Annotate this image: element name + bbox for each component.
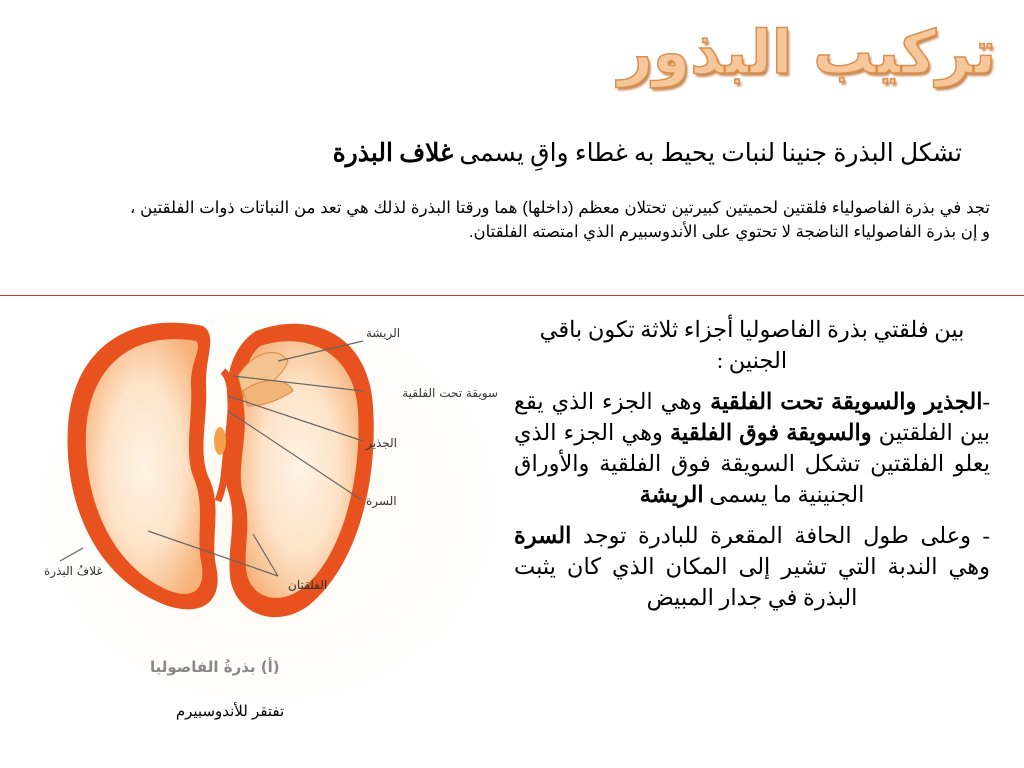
divider-line bbox=[0, 295, 1024, 296]
p2-bold-plumule: الريشة bbox=[639, 482, 704, 507]
paragraph-1: بين فلقتي بذرة الفاصوليا أجزاء ثلاثة تكون باقي الجنين : bbox=[539, 317, 965, 373]
p3-text-1: - وعلى طول الحافة المقعرة للبادرة توجد bbox=[571, 523, 990, 548]
p3-text-2: وهي الندبة التي تشير إلى المكان الذي كان يثبت البذرة في جدار المبيض bbox=[514, 554, 990, 610]
p2-text-2: وهي الجزء الذي يعلو الفلقتين تشكل السويقة فوق الفلقية والأوراق الجنينية ما يسمى bbox=[514, 420, 990, 507]
paragraph-3 bbox=[514, 520, 990, 613]
paragraph-2 bbox=[514, 386, 990, 510]
p2-text-1: وهي الجزء الذي يقع بين الفلقتين bbox=[514, 389, 990, 445]
radicle-tip bbox=[214, 427, 226, 455]
label-seed-coat: غلافُ البذرة bbox=[44, 564, 103, 578]
intro-line bbox=[162, 138, 962, 168]
bean-seed-figure bbox=[38, 306, 498, 701]
label-plumule: الريشة bbox=[366, 326, 401, 340]
right-column bbox=[514, 314, 990, 623]
p2-bold-epicotyl: والسويقة فوق الفلقية bbox=[669, 420, 872, 445]
intro-bold: غلاف البذرة bbox=[332, 140, 454, 167]
figure-caption: تفتقر للأندوسبيرم bbox=[175, 703, 285, 720]
p2-dash: - bbox=[982, 389, 990, 414]
slide-title: تركيب البذور bbox=[618, 18, 996, 88]
label-radicle: الجذير bbox=[366, 436, 397, 450]
label-hilum: السرة bbox=[366, 494, 397, 508]
label-cotyledons: الفلقتان bbox=[288, 578, 328, 592]
p2-bold-radicle: الجذير والسويقة تحت الفلقية bbox=[710, 389, 983, 414]
intro-text: تشكل البذرة جنينا لنبات يحيط به غطاء واقِ يسمى bbox=[453, 140, 962, 167]
intro-paragraph: تجد في بذرة الفاصولياء فلقتين لحميتين كبيرتين تحتلان معظم (داخلها) هما ورقتا البذرة لذلك هي تعد من النباتات ذوات الفلقتين ، و إن بذرة الفاصولياء الناضجة لا تحتوي على الأندوسبيرم الذي امتصته الفلقتان. bbox=[130, 199, 990, 241]
label-hypocotyl: سويقة تحت الفلقية bbox=[402, 386, 498, 400]
p3-bold-hilum: السرة bbox=[514, 523, 572, 548]
figure-title: (أ) بذرةُ الفاصوليا bbox=[150, 658, 280, 676]
